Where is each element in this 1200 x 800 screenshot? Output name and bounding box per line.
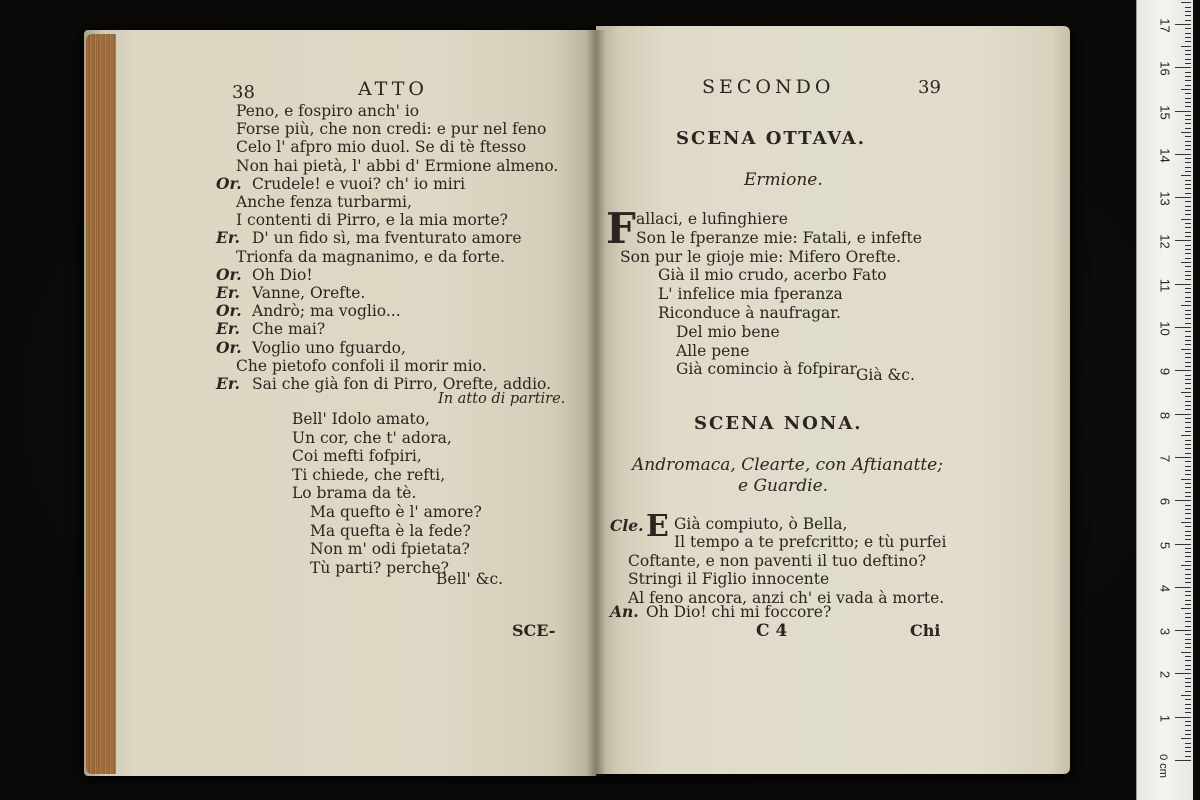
ruler-tick	[1185, 210, 1191, 211]
dialogue-line: I contenti di Pirro, e la mia morte?	[236, 211, 508, 230]
dialogue-line: Vanne, Orefte.	[252, 284, 366, 302]
ruler-tick	[1185, 80, 1191, 81]
ruler-tick	[1185, 314, 1191, 315]
verse-line: Già comincio à fofpirar.	[676, 360, 861, 379]
ruler-number: 1	[1157, 714, 1173, 722]
ruler-tick	[1185, 712, 1191, 713]
ruler-tick	[1185, 206, 1191, 207]
ruler-tick	[1185, 431, 1191, 432]
ruler-tick	[1185, 751, 1191, 752]
ruler-tick	[1185, 487, 1191, 488]
ruler-tick	[1185, 483, 1191, 484]
ruler-number: 12	[1157, 234, 1173, 250]
ruler-tick	[1185, 275, 1191, 276]
dialogue-line: D' un fido sì, ma fventurato amore	[252, 229, 522, 248]
ruler-tick	[1185, 466, 1191, 467]
ruler-tick	[1175, 544, 1191, 545]
ruler-tick	[1185, 526, 1191, 527]
ruler-number: 11	[1157, 278, 1173, 292]
ruler-tick	[1185, 123, 1191, 124]
ruler-tick	[1185, 643, 1191, 644]
ruler-tick	[1185, 461, 1191, 462]
ruler-tick	[1185, 362, 1191, 363]
dialogue-line: Celo l' afpro mio duol. Se di tè ftesso	[236, 138, 527, 157]
ruler-tick	[1185, 725, 1191, 726]
ruler-tick	[1185, 193, 1191, 194]
ruler-tick	[1185, 613, 1191, 614]
ruler-tick	[1181, 565, 1191, 566]
ruler-tick	[1185, 201, 1191, 202]
ruler-tick	[1185, 721, 1191, 722]
ruler-tick	[1181, 608, 1191, 609]
ruler-tick	[1185, 388, 1191, 389]
ruler-tick	[1185, 556, 1191, 557]
ruler-tick	[1175, 327, 1191, 328]
ruler-tick	[1185, 708, 1191, 709]
ruler-tick	[1185, 595, 1191, 596]
aria-line: Non m' odi fpietata?	[310, 540, 470, 559]
ruler-tick	[1185, 323, 1191, 324]
ruler-tick	[1185, 145, 1191, 146]
aria-end: Bell' &c.	[436, 570, 504, 588]
ruler-tick	[1185, 318, 1191, 319]
ruler-tick	[1185, 691, 1191, 692]
ruler-number: 7	[1157, 454, 1173, 462]
ruler-tick	[1185, 236, 1191, 237]
ruler-tick	[1185, 604, 1191, 605]
ruler-tick	[1185, 331, 1191, 332]
dialogue-line: Crudele! e vuoi? ch' io miri	[252, 174, 466, 193]
ruler-tick	[1175, 673, 1191, 674]
ruler-number: 5	[1157, 541, 1173, 549]
speaker-label: Er.	[216, 319, 240, 339]
ruler-number: 6	[1157, 498, 1173, 506]
scene-nine-title: SCENA NONA.	[694, 413, 863, 434]
ruler-tick	[1185, 531, 1191, 532]
dialogue-line: Il tempo a te prefcritto; e tù purfei	[674, 533, 947, 552]
ruler-tick	[1185, 253, 1191, 254]
ruler-tick	[1185, 7, 1191, 8]
ruler-tick	[1175, 414, 1191, 415]
ruler-tick	[1181, 89, 1191, 90]
ruler-tick	[1185, 682, 1191, 683]
ruler-tick	[1185, 634, 1191, 635]
measurement-ruler	[1136, 0, 1193, 800]
ruler-tick	[1185, 232, 1191, 233]
ruler-tick	[1185, 474, 1191, 475]
ruler-tick	[1185, 106, 1191, 107]
ruler-tick	[1175, 24, 1191, 25]
ruler-tick	[1185, 28, 1191, 29]
ruler-tick	[1185, 15, 1191, 16]
ruler-tick	[1185, 756, 1191, 757]
ruler-tick	[1175, 370, 1191, 371]
scene-eight-title: SCENA OTTAVA.	[676, 128, 867, 149]
ruler-number: 10	[1157, 321, 1173, 336]
ruler-tick	[1175, 457, 1191, 458]
ruler-tick	[1185, 578, 1191, 579]
speaker-label: Cle.	[610, 516, 644, 535]
ruler-tick	[1185, 20, 1191, 21]
ruler-number: 17	[1157, 18, 1173, 33]
ruler-tick	[1185, 617, 1191, 618]
ruler-tick	[1185, 405, 1191, 406]
ruler-tick	[1185, 440, 1191, 441]
ruler-tick	[1181, 262, 1191, 263]
aria-line: Ti chiede, che refti,	[292, 465, 446, 484]
right-page-number: 39	[918, 77, 941, 98]
ruler-tick	[1185, 444, 1191, 445]
ruler-tick	[1185, 660, 1191, 661]
speaker-label: Or.	[216, 264, 242, 284]
aria-line: Ma quefto è l' amore?	[310, 503, 482, 521]
ruler-tick	[1185, 591, 1191, 592]
ruler-tick	[1185, 448, 1191, 449]
aria-line: Ma quefta è la fede?	[310, 521, 471, 540]
ruler-tick	[1185, 37, 1191, 38]
ruler-tick	[1185, 119, 1191, 120]
ruler-tick	[1185, 418, 1191, 419]
verse-line: Riconduce à naufragar.	[658, 304, 841, 322]
ruler-tick	[1185, 582, 1191, 583]
ruler-tick	[1185, 734, 1191, 735]
scene-eight-dropcap: F	[606, 204, 636, 253]
ruler-tick	[1185, 621, 1191, 622]
ruler-tick	[1185, 249, 1191, 250]
ruler-tick	[1185, 223, 1191, 224]
ruler-tick	[1185, 50, 1191, 51]
ruler-tick	[1185, 158, 1191, 159]
verse-line: Già il mio crudo, acerbo Fato	[658, 266, 887, 285]
ruler-tick	[1185, 375, 1191, 376]
ruler-tick	[1185, 41, 1191, 42]
ruler-tick	[1185, 297, 1191, 298]
ruler-tick	[1185, 427, 1191, 428]
ruler-tick	[1175, 240, 1191, 241]
verse-line: Alle pene	[676, 341, 750, 360]
ruler-tick	[1175, 587, 1191, 588]
ruler-tick	[1185, 496, 1191, 497]
ruler-tick	[1185, 561, 1191, 562]
dialogue-line: Peno, e fospiro anch' io	[236, 102, 420, 120]
ruler-number: 8	[1157, 411, 1173, 419]
left-page-number: 38	[232, 82, 255, 103]
ruler-tick	[1185, 59, 1191, 60]
ruler-number: 3	[1157, 627, 1173, 636]
ruler-tick	[1185, 54, 1191, 55]
ruler-tick	[1185, 704, 1191, 705]
ruler-tick	[1175, 284, 1191, 285]
aria-line: Coi mefti fofpiri,	[292, 447, 422, 466]
ruler-tick	[1185, 513, 1191, 514]
ruler-tick	[1185, 379, 1191, 380]
ruler-tick	[1185, 518, 1191, 519]
ruler-tick	[1185, 747, 1191, 748]
ruler-tick	[1181, 132, 1191, 133]
ruler-tick	[1185, 409, 1191, 410]
dialogue-line: Coftante, e non paventi il tuo deftino?	[628, 551, 927, 570]
ruler-tick	[1181, 349, 1191, 350]
ruler-tick	[1185, 184, 1191, 185]
ruler-tick	[1185, 626, 1191, 627]
ruler-tick	[1185, 401, 1191, 402]
ruler-tick	[1185, 162, 1191, 163]
ruler-tick	[1185, 292, 1191, 293]
ruler-tick	[1185, 227, 1191, 228]
ruler-tick	[1185, 453, 1191, 454]
ruler-tick	[1185, 214, 1191, 215]
ruler-tick	[1175, 154, 1191, 155]
ruler-tick	[1175, 717, 1191, 718]
ruler-tick	[1185, 639, 1191, 640]
ruler-tick	[1185, 76, 1191, 77]
verse-line: Son le fperanze mie: Fatali, e infefte	[636, 228, 922, 247]
ruler-tick	[1185, 85, 1191, 86]
ruler-tick	[1185, 505, 1191, 506]
ruler-tick	[1185, 686, 1191, 687]
ruler-tick	[1185, 383, 1191, 384]
ruler-tick	[1185, 548, 1191, 549]
scene-nine-characters-1: Andromaca, Clearte, con Aftianatte;	[632, 455, 943, 475]
ruler-tick	[1185, 271, 1191, 272]
ruler-tick	[1185, 492, 1191, 493]
ruler-tick	[1181, 2, 1191, 3]
right-catchword: Chi	[910, 621, 941, 640]
ruler-tick	[1185, 63, 1191, 64]
dialogue-line: Non hai pietà, l' abbi d' Ermione almeno.	[236, 156, 559, 175]
speaker-label: Er.	[216, 374, 240, 393]
speaker-label: Or.	[216, 337, 242, 357]
ruler-number: 15	[1157, 104, 1173, 120]
ruler-tick	[1185, 535, 1191, 536]
ruler-tick	[1185, 279, 1191, 280]
speaker-label: Er.	[216, 283, 240, 302]
dialogue-line: Stringi il Figlio innocente	[628, 570, 830, 589]
scene-nine-characters-2: e Guardie.	[738, 476, 829, 496]
stage-direction: In atto di partire.	[438, 391, 566, 407]
ruler-tick	[1175, 197, 1191, 198]
ruler-tick	[1185, 539, 1191, 540]
ruler-tick	[1175, 67, 1191, 68]
ruler-tick	[1185, 141, 1191, 142]
speaker-label: An.	[610, 602, 639, 621]
verse-line: L' infelice mia fperanza	[658, 285, 843, 304]
ruler-tick	[1185, 743, 1191, 744]
left-catchword: SCE-	[512, 621, 556, 640]
ruler-tick	[1181, 46, 1191, 47]
ruler-tick	[1185, 288, 1191, 289]
ruler-number: 16	[1157, 61, 1173, 76]
scene-eight-character: Ermione.	[744, 170, 823, 190]
ruler-tick	[1185, 93, 1191, 94]
ruler-tick	[1185, 310, 1191, 311]
ruler-tick	[1181, 435, 1191, 436]
ruler-tick	[1185, 569, 1191, 570]
ruler-tick	[1185, 574, 1191, 575]
speaker-label: Or.	[216, 173, 242, 193]
ruler-tick	[1185, 647, 1191, 648]
ruler-number: 13	[1157, 191, 1173, 206]
dialogue-line: Che mai?	[252, 320, 326, 339]
ruler-tick	[1181, 305, 1191, 306]
ruler-tick	[1181, 522, 1191, 523]
ruler-tick	[1185, 730, 1191, 731]
ruler-tick	[1185, 102, 1191, 103]
aria-line: Bell' Idolo amato,	[292, 410, 430, 428]
ruler-tick	[1185, 301, 1191, 302]
ruler-tick	[1181, 175, 1191, 176]
dialogue-line: Sai che già fon di Pirro, Orefte, addio.	[252, 375, 552, 393]
ruler-tick	[1185, 128, 1191, 129]
dialogue-line: Voglio uno fguardo,	[252, 338, 406, 357]
ruler-tick	[1185, 656, 1191, 657]
ruler-tick	[1181, 392, 1191, 393]
ruler-tick	[1175, 500, 1191, 501]
ruler-tick	[1185, 470, 1191, 471]
dialogue-line: Già compiuto, ò Bella,	[674, 515, 848, 533]
scene-nine-last-line: Oh Dio! chi mi foccore?	[646, 603, 832, 621]
ruler-tick	[1181, 479, 1191, 480]
ruler-tick	[1185, 552, 1191, 553]
ruler-tick	[1185, 353, 1191, 354]
ruler-tick	[1185, 669, 1191, 670]
dialogue-line: Trionfa da magnanimo, e da forte.	[236, 247, 505, 266]
ruler-number: 4	[1157, 584, 1173, 592]
ruler-number: 9	[1157, 368, 1173, 376]
ruler-tick	[1181, 738, 1191, 739]
ruler-tick	[1185, 699, 1191, 700]
dialogue-line: Anche fenza turbarmi,	[236, 193, 412, 211]
scene-eight-end: Già &c.	[856, 366, 915, 384]
ruler-tick	[1181, 219, 1191, 220]
ruler-tick	[1185, 344, 1191, 345]
ruler-tick	[1175, 760, 1191, 761]
aria-line: Un cor, che t' adora,	[292, 428, 452, 447]
dialogue-line: Che pietofo confoli il morir mio.	[236, 356, 487, 375]
right-running-head: SECONDO	[702, 76, 835, 98]
ruler-tick	[1175, 630, 1191, 631]
ruler-tick	[1185, 665, 1191, 666]
ruler-tick	[1185, 180, 1191, 181]
dialogue-line: Al feno ancora, anzi ch' ei vada à morte.	[628, 588, 945, 607]
ruler-tick	[1185, 188, 1191, 189]
verse-line: Son pur le gioje mie: Mifero Orefte.	[620, 247, 902, 266]
dialogue-line: Oh Dio!	[252, 265, 313, 284]
ruler-tick	[1185, 600, 1191, 601]
ruler-tick	[1185, 258, 1191, 259]
ruler-tick	[1185, 336, 1191, 337]
ruler-tick	[1185, 136, 1191, 137]
ruler-number: 14	[1157, 148, 1173, 163]
book-gutter	[586, 30, 606, 776]
ruler-tick	[1185, 149, 1191, 150]
ruler-number: 2	[1157, 671, 1173, 679]
left-running-head: ATTO	[358, 78, 428, 100]
ruler-tick	[1185, 115, 1191, 116]
verse-line: Del mio bene	[676, 322, 780, 341]
ruler-tick	[1181, 695, 1191, 696]
ruler-tick	[1185, 340, 1191, 341]
speaker-label: Er.	[216, 228, 240, 248]
ruler-tick	[1185, 33, 1191, 34]
ruler-tick	[1185, 72, 1191, 73]
ruler-tick	[1181, 652, 1191, 653]
ruler-tick	[1185, 366, 1191, 367]
ruler-tick	[1175, 111, 1191, 112]
aria-line: Lo brama da tè.	[292, 484, 417, 503]
speaker-label: Or.	[216, 301, 242, 321]
ruler-tick	[1185, 167, 1191, 168]
dialogue-line: Forse più, che non credi: e pur nel feno	[236, 120, 547, 139]
signature-mark: C 4	[756, 621, 788, 641]
ruler-tick	[1185, 678, 1191, 679]
ruler-tick	[1185, 98, 1191, 99]
ruler-tick	[1185, 509, 1191, 510]
ruler-tick	[1185, 357, 1191, 358]
scene-nine-dropcap: E	[646, 509, 669, 544]
ruler-tick	[1185, 396, 1191, 397]
ruler-tick	[1185, 11, 1191, 12]
ruler-tick	[1185, 245, 1191, 246]
dialogue-line: Andrò; ma voglio...	[252, 302, 401, 321]
aria-line: Tù parti? perche?	[310, 558, 449, 577]
verse-line: allaci, e lufinghiere	[636, 210, 788, 228]
ruler-tick	[1185, 266, 1191, 267]
ruler-tick	[1185, 171, 1191, 172]
ruler-unit-label: 0 cm	[1156, 754, 1169, 778]
page-edges	[86, 34, 116, 774]
ruler-tick	[1185, 422, 1191, 423]
